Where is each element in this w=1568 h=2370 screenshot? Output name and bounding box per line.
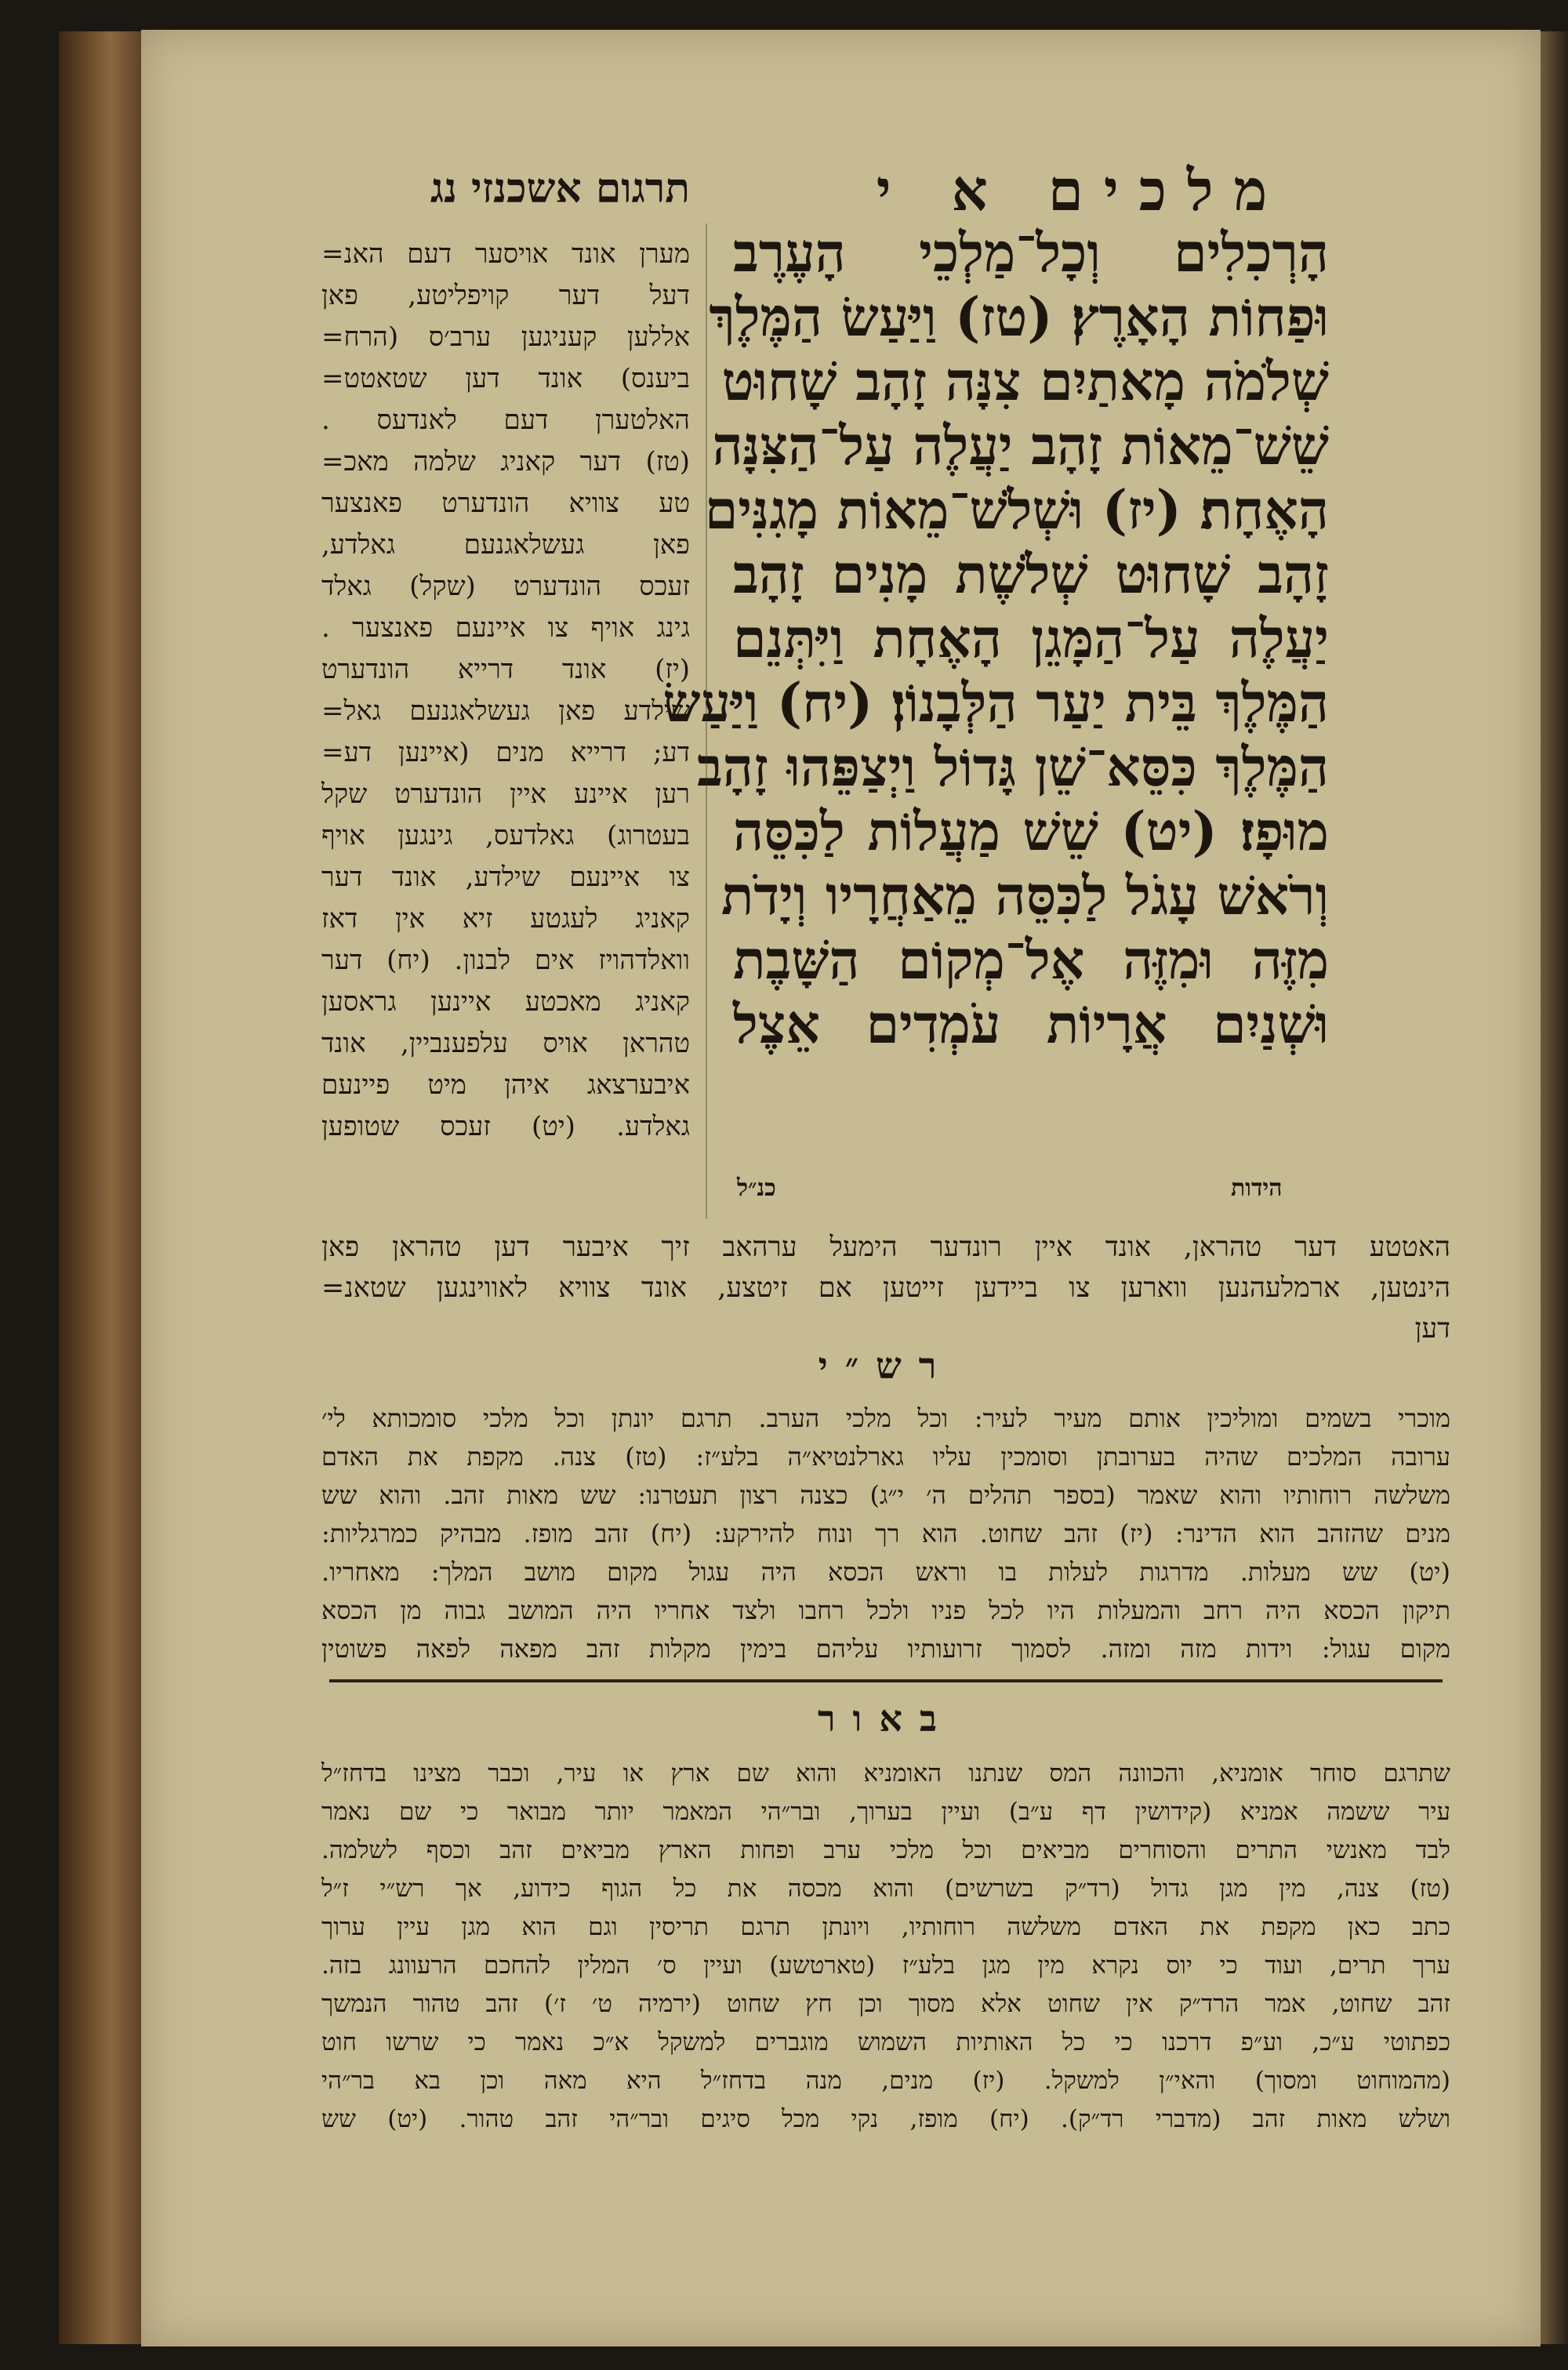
translation-line: מערן אונד אויסער דעם האנ= <box>321 238 690 270</box>
scripture-line: הַמֶּלֶךְ בֵּית יַעַר הַלְּבָנוֹן׃ (יח) וַיַּעַשׂ <box>662 672 1329 735</box>
translation-line: טע צוויא הונדערט פאנצער <box>321 488 690 519</box>
scripture-line: הָאֶחָת׃ (יז) וּשְׁלֹשׁ־מֵאוֹת מָגִנִּים <box>704 479 1329 542</box>
book-spine-edge <box>59 31 145 2344</box>
running-header-main: מלכים א י <box>876 157 1288 223</box>
translation-line: צו איינעם שילדע, אונד דער <box>321 862 690 893</box>
translation-wide-line: הינטען, ארמלעהנען ווארען צו ביידען זייטען אם זיטצע, אונד צוויא לאווינגען שטאנ= <box>321 1272 1450 1304</box>
translation-line: דעל דער קויפליטע, פאן <box>321 280 690 311</box>
translation-line: גאלדע. (יט) זעכס שטופען <box>321 1111 690 1142</box>
biur-line: כפתוטי ע״כ, וע״פ דרכנו כי כל האותיות השמוש מוגברים למשקל א״כ נאמר כי שרשו חוט <box>321 2028 1450 2056</box>
translation-line: פאן געשלאגנעם גאלדע, <box>321 529 690 561</box>
biur-line: (מהמוחוט ומסוך) והאי״ן למשקל. (יז) מנים, מנה בדחז״ל היא מאה וכן בא בר״הי <box>321 2067 1450 2095</box>
translation-line: (יז) אונד דרייא הונדערט <box>321 654 690 685</box>
scripture-line: מִזֶּה וּמִזֶּה אֶל־מְקוֹם הַשָּׁבֶת <box>733 929 1329 992</box>
scripture-line: וּשְׁנַיִם אֲרָיוֹת עֹמְדִים אֵצֶל <box>733 993 1329 1056</box>
translation-line: טהראן אויס עלפענביין, אונד <box>321 1028 690 1059</box>
scripture-line: הָרְכִלִים וְכָל־מַלְכֵי הָעֶרֶב <box>733 222 1329 285</box>
biur-line: ערך תרים, ועוד כי יוס נקרא מין מגן בלע״ז (טארטשע) ועיין ס׳ המלין להחכם הרעוונג בזה. <box>321 1951 1450 1980</box>
translation-line: רען איינע איין הונדערט שקל <box>321 779 690 810</box>
rashi-line: ערובה המלכים שהיה בערובתן וסומכין עליו גארלנטיא״ה בלע״ז: (טז) צנה. מקפת את האדם <box>321 1442 1450 1472</box>
scripture-line: וְרֹאשׁ עָגֹל לַכִּסֵּה מֵאַחֲרָיו וְיָדֹת <box>720 865 1329 927</box>
scripture-line: שְׁלֹמֹה מָאתַיִם צִנָּה זָהָב שָׁחוּט <box>721 350 1329 413</box>
translation-line: דע; דרייא מנים (איינען דע= <box>321 737 690 768</box>
rashi-commentary <box>321 1399 1450 1668</box>
rashi-line: תיקון הכסא היה רחב והמעלות היו לכל פניו ולכל רחבו ולצד אחריו היה המושב גבוה מן הכסא <box>321 1595 1450 1625</box>
translation-line: ביענס) אונד דען שטאטט= <box>321 363 690 394</box>
translation-line: שילדע פאן געשלאגנעם גאל= <box>321 695 690 727</box>
scripture-line: יַעֲלֶה עַל־הַמָּגֵן הָאֶחָת וַיִּתְּנֵם <box>733 608 1329 670</box>
translation-line: קאניג לעגטע זיא אין דאז <box>321 903 690 935</box>
translation-line: אללען קעניגען ערב׳ס (הרח= <box>321 321 690 353</box>
scripture-column <box>662 221 1329 1057</box>
biur-line: לבד מאנשי התרים והסוחרים מביאים וכל מלכי ערב ופחות הארץ מביאים זהב וכסף לשלמה. <box>321 1836 1450 1864</box>
translation-line: (טז) דער קאניג שלמה מאכ= <box>321 446 690 477</box>
translation-line: בעטרוג) גאלדעס, גינגען אויף <box>321 820 690 851</box>
rashi-line: מוכרי בשמים ומוליכין אותם מעיר לעיר: וכל מלכי הערב. תרגם יונתן וכל מלכי סומכותא לי׳ <box>321 1403 1450 1433</box>
rashi-line: מקום עגול: וידות מזה ומזה. לסמוך זרועותיו עליהם בימין מקלות זהב מפאה לפאה פשוטין <box>321 1634 1450 1664</box>
translation-line: וואלדהויז אים לבנון. (יח) דער <box>321 945 690 976</box>
rashi-line: משלשה רוחותיו והוא שאמר (בספר תהלים ה׳ י״ג) כצנה רצון תעטרנו: שש מאות זהב. והוא שש <box>321 1480 1450 1510</box>
translation-wide-line: דען <box>1414 1313 1450 1345</box>
translation-continuation <box>321 1227 1450 1349</box>
biur-commentary <box>321 1755 1450 2139</box>
biur-heading: באור <box>817 1697 955 1740</box>
scripture-line: שֵׁשׁ־מֵאוֹת זָהָב יַעֲלֶה עַל־הַצִּנָּה <box>712 415 1329 477</box>
biur-line: זהב שחוט, אמר הרד״ק אין שחוט אלא מסוך וכן חץ שחוט (ירמיה ט׳ ז׳) זהב טהור הנמשך <box>321 1990 1450 2018</box>
biur-line: (טז) צנה, מין מגן גדול (רד״ק בשרשים) והוא מכסה את כל הגוף כידוע, אך רש״י ז״ל <box>321 1875 1450 1903</box>
adjacent-page-edge <box>1541 31 1568 2344</box>
translation-line: איבערצאג איהן מיט פיינעם <box>321 1069 690 1101</box>
biur-line: ושלש מאות זהב (מדברי רד״ק). (יח) מופז, נקי מכל סיגים ובר״הי זהב טהור. (יט) שש <box>321 2105 1450 2133</box>
catchword-right: הידות <box>1231 1174 1283 1202</box>
column-divider <box>706 223 707 1219</box>
translation-line: גינג אויף צו איינעם פאנצער . <box>321 612 690 644</box>
translation-line: האלטערן דעם לאנדעס . <box>321 405 690 436</box>
biur-line: שתרגם סוחר אומניא, והכוונה המס שנתנו האומניא והוא שם ארץ או עיר, וכבר מצינו בדחז״ל <box>321 1759 1450 1787</box>
catchword-left: כנ״ל <box>737 1174 776 1202</box>
biur-line: כתב כאן מקפת את האדם משלשה רוחותיו, ויונתן תרגם תריסין וגם הוא מגן עיין ערוך <box>321 1913 1450 1941</box>
translation-line: קאניג מאכטע איינען גראסען <box>321 986 690 1018</box>
running-header-translation: תרגום אשכנזי נג <box>430 165 690 212</box>
rashi-heading: רש״י <box>818 1345 954 1387</box>
scripture-line: הַמֶּלֶךְ כִּסֵּא־שֵׁן גָּדוֹל וַיְצַפֵּהוּ זָהָב <box>697 736 1329 799</box>
scripture-line: זָהָב שָׁחוּט שְׁלֹשֶׁת מָנִים זָהָב <box>733 543 1329 606</box>
rashi-line: מנים שהזהב הוא הדינר: (יז) זהב שחוט. הוא רך ונוח להירקע: (יח) זהב מופז. מבהיק כמרגליות: <box>321 1519 1451 1548</box>
translation-wide-line: האטטע דער טהראן, אונד איין רונדער הימעל ערהאב זיך איבער דען טהראן פאן <box>321 1232 1450 1263</box>
scripture-line: וּפַחוֹת הָאָרֶץ׃ (טז) וַיַּעַשׂ הַמֶּלֶךְ <box>709 286 1329 349</box>
biur-line: עיר ששמה אמניא (קידושין דף ע״ב) ועיין בערוך, ובר״הי המאמר יותר מבואר כי שם נאמר <box>321 1798 1450 1826</box>
translation-line: זעכס הונדערט (שקל) גאלד <box>321 571 690 602</box>
section-divider-rule <box>329 1679 1443 1682</box>
rashi-line: (יט) שש מעלות. מדרגות לעלות בו וראש הכסא היה עגול מקום מושב המלך: מאחריו. <box>321 1557 1450 1587</box>
scripture-line: מוּפָז׃ (יט) שֵׁשׁ מַעֲלוֹת לַכִּסֵּה <box>733 800 1329 863</box>
translation-column <box>321 234 690 1148</box>
